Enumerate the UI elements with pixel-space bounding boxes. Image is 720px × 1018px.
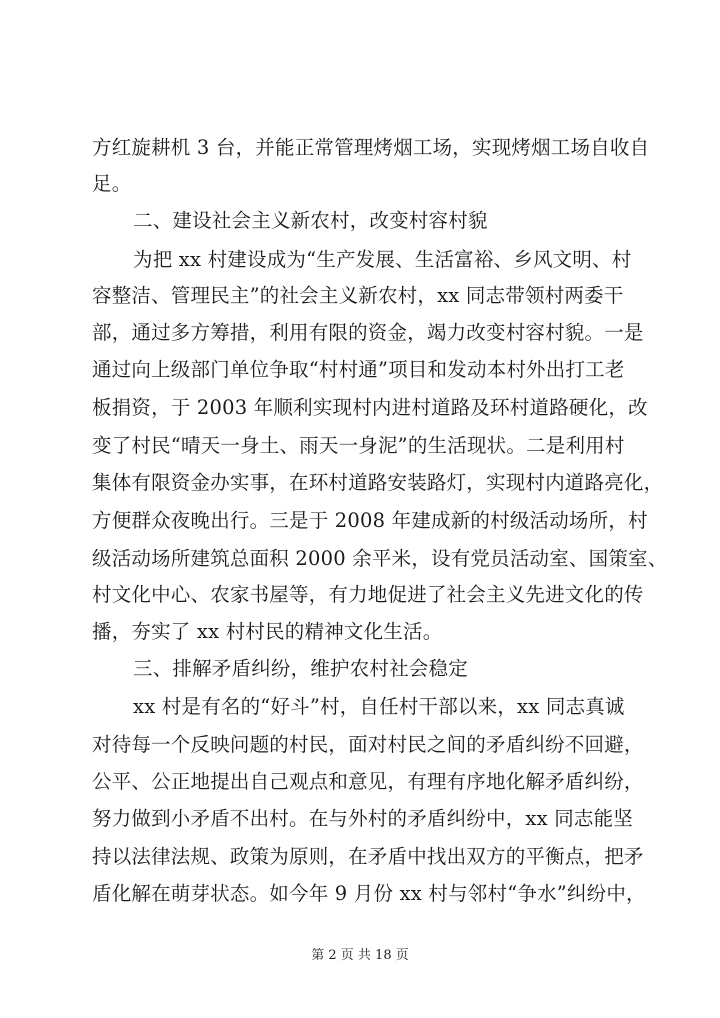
- section-heading: 三、排解矛盾纠纷，维护农村社会稳定: [133, 657, 468, 680]
- body-text-line: 播，夯实了 xx 村村民的精神文化生活。: [92, 620, 443, 643]
- body-text-line: 为把 xx 村建设成为“生产发展、生活富裕、乡风文明、村: [133, 248, 632, 271]
- body-text-line: 板捐资，于 2003 年顺利实现村内进村道路及环村道路硬化，改: [92, 396, 648, 419]
- body-text-line: 盾化解在萌芽状态。如今年 9 月份 xx 村与邻村“争水”纠纷中，: [92, 882, 646, 905]
- body-text-line: 公平、公正地提出自己观点和意见，有理有序地化解矛盾纠纷，: [92, 770, 644, 793]
- body-text-line: 集体有限资金办实事，在环村道路安装路灯，实现村内道路亮化，: [92, 471, 664, 494]
- body-text-line: 持以法律法规、政策为原则，在矛盾中找出双方的平衡点，把矛: [92, 845, 644, 868]
- page-number-footer: 第 2 页 共 18 页: [311, 948, 409, 963]
- body-text-line: xx 村是有名的“好斗”村，自任村干部以来，xx 同志真诚: [133, 695, 625, 718]
- body-text-line: 容整洁、管理民主”的社会主义新农村，xx 同志带领村两委干: [92, 284, 624, 307]
- section-heading: 二、建设社会主义新农村，改变村容村貌: [133, 209, 488, 232]
- body-text-line: 变了村民“晴天一身土、雨天一身泥”的生活现状。二是利用村: [92, 434, 625, 457]
- body-text-line: 足。: [92, 172, 132, 195]
- body-text-line: 方红旋耕机 3 台，并能正常管理烤烟工场，实现烤烟工场自收自: [92, 136, 650, 159]
- body-text-line: 方便群众夜晚出行。三是于 2008 年建成新的村级活动场所，村: [92, 509, 648, 532]
- body-text-line: 对待每一个反映问题的村民，面对村民之间的矛盾纠纷不回避，: [92, 733, 644, 756]
- body-text-line: 部，通过多方筹措，利用有限的资金，竭力改变村容村貌。一是: [92, 321, 644, 344]
- body-text-line: 通过向上级部门单位争取“村村通”项目和发动本村外出打工老: [92, 358, 625, 381]
- body-text-line: 努力做到小矛盾不出村。在与外村的矛盾纠纷中，xx 同志能坚: [92, 807, 633, 830]
- body-text-line: 级活动场所建筑总面积 2000 余平米，设有党员活动室、国策室、: [92, 547, 668, 570]
- body-text-line: 村文化中心、农家书屋等，有力地促进了社会主义先进文化的传: [92, 583, 644, 606]
